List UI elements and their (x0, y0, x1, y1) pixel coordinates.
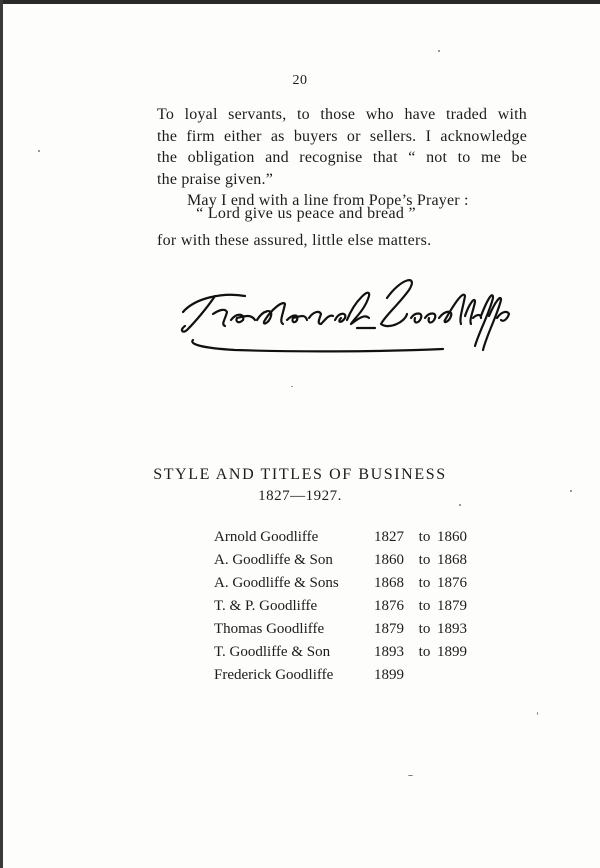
paper-speck (438, 50, 440, 52)
year-until (437, 664, 477, 687)
year-separator: to (418, 552, 431, 568)
year-until: 1879 (437, 598, 467, 614)
table-row (214, 595, 477, 618)
table-row (214, 641, 477, 664)
year-until: 1893 (437, 621, 467, 637)
firm-name: A. Goodliffe & Sons (214, 575, 339, 591)
paper-speck (408, 775, 413, 776)
paragraph-line: the praise given.” (157, 170, 273, 188)
table-row (214, 526, 477, 549)
page-left-edge (0, 0, 3, 868)
year-from: 1893 (374, 644, 404, 660)
table-row (214, 618, 477, 641)
firm-name: T. & P. Goodliffe (214, 598, 318, 614)
table-row (214, 549, 477, 572)
year-until: 1860 (437, 529, 467, 545)
firm-name: A. Goodliffe & Son (214, 552, 333, 568)
paragraph-line: May I end with a line from Pope’s Prayer : (187, 192, 469, 209)
year-separator: to (418, 621, 431, 637)
year-until: 1899 (437, 644, 467, 660)
firm-name: Arnold Goodliffe (214, 529, 319, 545)
table-row (214, 572, 477, 595)
paragraph-line: the obligation and recognise that “ not to me be (157, 149, 527, 166)
paragraph-line: To loyal servants, to those who have traded with (157, 106, 527, 123)
year-from: 1879 (374, 621, 404, 637)
year-until: 1876 (437, 575, 467, 591)
year-from: 1868 (374, 575, 404, 591)
year-separator: to (418, 529, 431, 545)
business-section-title: STYLE AND TITLES OF BUSINESS (153, 466, 447, 483)
year-from: 1899 (374, 667, 404, 683)
year-separator: to (418, 575, 431, 591)
year-from: 1876 (374, 598, 404, 614)
closing-line: for with these assured, little else matters. (157, 232, 432, 249)
paper-speck (570, 490, 572, 492)
page-top-edge (0, 0, 600, 4)
firm-name: Thomas Goodliffe (214, 621, 325, 637)
year-separator: to (418, 598, 431, 614)
year-from: 1827 (374, 529, 404, 545)
year-until: 1868 (437, 552, 467, 568)
firm-name: Frederick Goodliffe (214, 667, 334, 683)
year-separator: to (418, 644, 431, 660)
year-separator (412, 664, 437, 687)
year-from: 1860 (374, 552, 404, 568)
paragraph-line: the firm either as buyers or sellers. I acknowledge (157, 127, 527, 145)
business-titles-table (214, 526, 477, 687)
paper-speck (537, 712, 538, 715)
table-row (214, 664, 477, 687)
handwritten-signature (175, 270, 520, 360)
paper-speck (459, 504, 461, 506)
paper-speck (291, 386, 293, 387)
closing-paragraph (157, 104, 527, 212)
business-section-years: 1827—1927. (258, 488, 342, 504)
paper-speck (38, 150, 40, 152)
page-number: 20 (292, 73, 308, 88)
firm-name: T. Goodliffe & Son (214, 644, 331, 660)
pope-prayer-quote: “ Lord give us peace and bread ” (196, 205, 416, 222)
